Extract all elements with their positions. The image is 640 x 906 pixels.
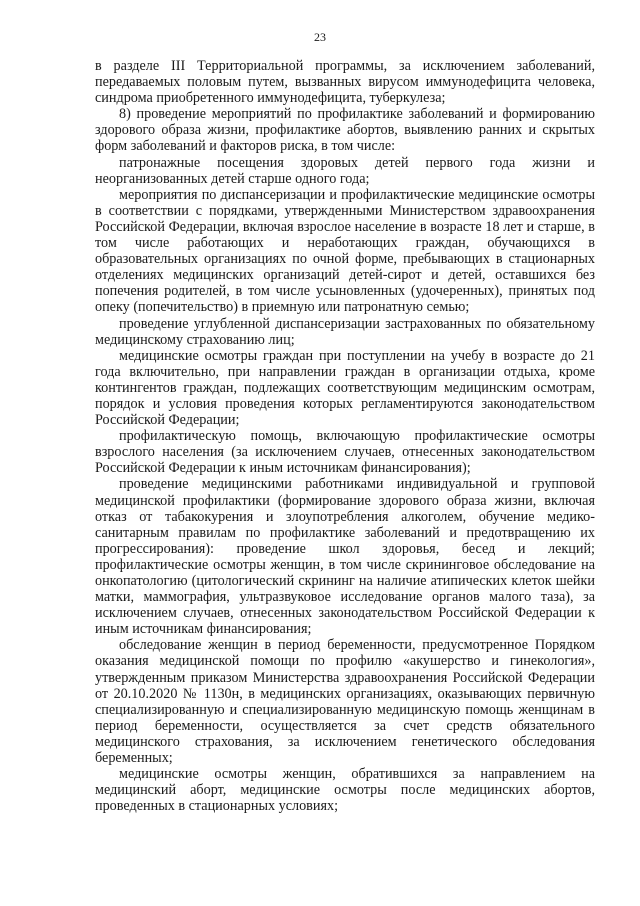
paragraph-3: патронажные посещения здоровых детей первого года жизни и неорганизованных детей старше одного года; — [95, 154, 595, 187]
paragraph-9: обследование женщин в период беременности, предусмотренное Порядком оказания медицинской помощи по профилю «акушерство и гинекология», утвержденным приказом Министерства здравоохранения Российской Федерации от 20.10.2020 № 1130н, в медицинских организациях, оказывающих первичную специализированную и специализированную медицинскую помощь женщинам в период беременности, осуществляется за счет средств обязательного медицинского страхования, за исключением генетического обследования беременных; — [95, 637, 595, 767]
paragraph-7: профилактическую помощь, включающую профилактические осмотры взрослого населения (за исключением случаев, отнесенных законодательством Российской Федерации к иным источникам финансирования); — [95, 428, 595, 477]
page-number: 23 — [314, 30, 326, 44]
paragraph-6: медицинские осмотры граждан при поступлении на учебу в возрасте до 21 года включительно, при направлении граждан в организации отдыха, кроме контингентов граждан, подлежащих соответствующим медицинским осмотрам, порядок и условия проведения которых регламентируются законодательством Российской Федерации; — [95, 347, 595, 429]
paragraph-5: проведение углубленной диспансеризации застрахованных по обязательному медицинскому страхованию лиц; — [95, 315, 595, 348]
paragraph-1: в разделе III Территориальной программы, за исключением заболеваний, передаваемых половым путем, вызванных вирусом иммунодефицита человека, синдрома приобретенного иммунодефицита, туберкулеза; — [95, 58, 595, 107]
document-body — [95, 58, 595, 814]
paragraph-8: проведение медицинскими работниками индивидуальной и групповой медицинской профилактики (формирование здорового образа жизни, включая отказ от табакокурения и злоупотребления алкоголем, обучение медико-санитарным правилам по профилактике заболеваний и предотвращению их прогрессирования): проведение школ здоровья, бесед и лекций; профилактические осмотры женщин, в том числе скрининговое обследование на онкопатологию (цитологический скрининг на наличие атипических клеток шейки матки, маммография, ультразвуковое исследование органов малого таза), за исключением случаев, отнесенных законодательством Российской Федерации к иным источникам финансирования; — [95, 476, 595, 638]
paragraph-10: медицинские осмотры женщин, обратившихся за направлением на медицинский аборт, медицинские осмотры после медицинских абортов, проведенных в стационарных условиях; — [95, 766, 595, 815]
paragraph-4: мероприятия по диспансеризации и профилактические медицинские осмотры в соответствии с порядками, утвержденными Министерством здравоохранения Российской Федерации, включая взрослое население в возрасте 18 лет и старше, в том числе работающих и неработающих граждан, обучающихся в образовательных организациях по очной форме, пребывающих в стационарных отделениях медицинских организаций детей-сирот и детей, оставшихся без попечения родителей, в том числе усыновленных (удочеренных), принятых под опеку (попечительство) в приемную или патронатную семью; — [95, 186, 595, 316]
paragraph-2: 8) проведение мероприятий по профилактике заболеваний и формированию здорового образа жизни, профилактике абортов, выявлению ранних и скрытых форм заболеваний и факторов риска, в том числе: — [95, 106, 595, 155]
